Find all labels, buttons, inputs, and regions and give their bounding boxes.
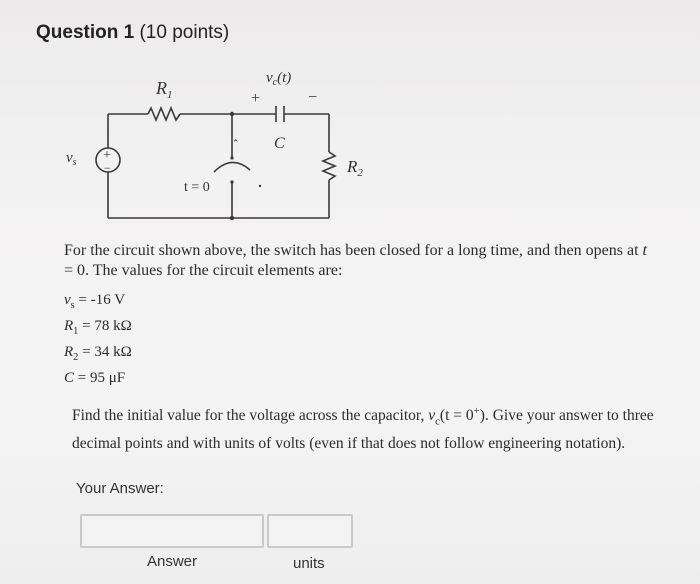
value-r2: $R_2 = 34$ kΩ xyxy=(64,344,132,363)
capacitor-minus-sign: − xyxy=(308,89,318,106)
intro-line-2: = 0. The values for the circuit elements are: xyxy=(64,262,343,279)
intro-line-1: For the circuit shown above, the switch has been closed for a long time, and then opens at xyxy=(64,242,639,259)
node-bottom xyxy=(230,216,234,220)
vs-label: $v_s$ xyxy=(66,150,77,168)
your-answer-label: Your Answer: xyxy=(76,480,164,497)
switch-contact-top xyxy=(230,156,233,159)
vc-label: $v_c(t)$ xyxy=(266,70,292,88)
circuit-diagram xyxy=(0,0,700,240)
value-r1: $R_1 = 78$ kΩ xyxy=(64,318,132,337)
answer-input[interactable] xyxy=(80,514,264,548)
problem-intro xyxy=(64,241,684,281)
node-top xyxy=(230,112,234,116)
capacitor-plus-sign: + xyxy=(251,90,261,107)
source-minus-sign: − xyxy=(104,161,111,175)
units-caption: units xyxy=(293,555,325,572)
question-instruction: Find the initial value for the voltage across the capacitor, $v_c(t = 0^+)$. Give your answer to three decimal points and with units of volts (even if that does not follow engineering notation). xyxy=(72,405,654,452)
switch-arc xyxy=(214,162,250,172)
switch-contact-bottom xyxy=(230,180,233,183)
r1-label: $R_1$ xyxy=(156,78,173,101)
value-vs: $v_s = -16$ V xyxy=(64,292,126,311)
r2-label: $R_2$ xyxy=(347,157,363,179)
question-points: (10 points) xyxy=(139,22,230,43)
switch-label: t = 0 xyxy=(184,180,210,195)
switch-pivot xyxy=(259,185,261,187)
switch-arrow-mark: ⌃ xyxy=(232,138,240,148)
answer-caption: Answer xyxy=(147,553,198,570)
intro-t-symbol: t xyxy=(642,242,647,259)
resistor-r2 xyxy=(323,152,335,180)
value-c: C = 95 μF xyxy=(64,370,126,386)
source-plus-sign: + xyxy=(103,148,111,163)
resistor-r1 xyxy=(148,108,180,120)
capacitor-label: C xyxy=(274,135,285,152)
element-values xyxy=(64,290,132,389)
units-input[interactable] xyxy=(267,514,353,548)
question-number: Question 1 xyxy=(36,22,135,43)
